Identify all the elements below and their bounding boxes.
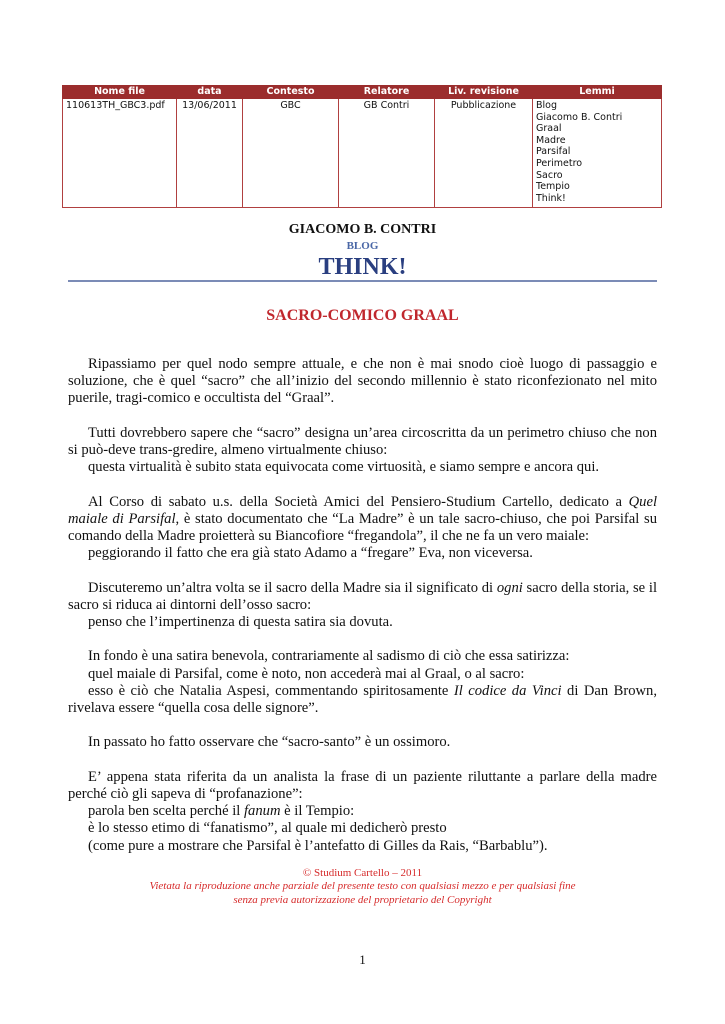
- paragraph-2: [68, 425, 657, 477]
- text-line: si può-deve trans-gredire, almeno virtualmente chiuso:: [68, 442, 388, 458]
- paragraph-6: [68, 734, 657, 751]
- lemma-item: Sacro: [536, 169, 563, 181]
- page-number: 1: [359, 952, 366, 967]
- text-line: comando della Madre proietterà su Biancofiore “fregandola”, il che ne fa un vero maiale:: [68, 528, 590, 544]
- text-line: penso che l’impertinenza di questa satira sia dovuta.: [88, 614, 393, 630]
- text-line: [68, 803, 657, 820]
- text-line: [68, 511, 657, 528]
- text-line: [68, 580, 657, 597]
- text-line: sacro si riduca ai dintorni dell’osso sacro:: [68, 596, 312, 613]
- text-line: quel maiale di Parsifal, come è noto, non accederà mai al Graal, o al sacro:: [88, 665, 525, 682]
- lemma-item: Parsifal: [536, 146, 571, 158]
- article-body: [68, 356, 657, 872]
- italic-title: maiale di Parsifal: [68, 510, 176, 527]
- text-segment: di Dan Brown,: [561, 682, 657, 699]
- text-line: [68, 494, 657, 511]
- header-lemmi: Lemmi: [533, 86, 662, 99]
- header-relatore: Relatore: [339, 86, 435, 99]
- cell-nome-file: 110613TH_GBC3.pdf: [63, 99, 177, 208]
- text-segment: parola ben scelta perché il: [88, 803, 244, 820]
- document-metadata-table: [62, 85, 662, 208]
- paragraph-5: [68, 648, 657, 717]
- table-header-row: [63, 86, 662, 99]
- header-divider: [68, 280, 657, 282]
- cell-data: 13/06/2011: [177, 99, 243, 208]
- text-line: In fondo è una satira benevola, contrariamente al sadismo di ciò che essa satirizza:: [88, 648, 570, 665]
- text-line: è lo stesso etimo di “fanatismo”, al quale mi dedicherò presto: [88, 820, 447, 837]
- text-segment: Discuteremo un’altra volta se il sacro della Madre sia il significato di: [88, 579, 497, 596]
- paragraph-1: [68, 356, 657, 408]
- lemma-item: Madre: [536, 134, 566, 146]
- header-data: data: [177, 86, 243, 99]
- copyright-line: © Studium Cartello – 2011: [302, 867, 423, 879]
- italic-title: Quel: [628, 493, 657, 510]
- text-line: puerile, tragi-comico e occultista del “Graal”.: [68, 390, 335, 407]
- text-segment: , è stato documentato che “La Madre” è un tale sacro-chiuso, che poi Parsifal su: [175, 510, 657, 527]
- copyright-notice-line-2: senza previa autorizzazione del proprietario del Copyright: [233, 893, 492, 906]
- text-line: questa virtualità è subito stata equivocata come virtuosità, e siamo sempre e ancora qui.: [88, 459, 600, 476]
- text-line: [68, 683, 657, 700]
- table-row: [63, 99, 662, 208]
- text-line: Tutti dovrebbero sapere che “sacro” designa un’area circoscritta da un perimetro chiuso che non: [88, 424, 657, 441]
- author-name: GIACOMO B. CONTRI: [288, 222, 437, 237]
- text-segment: esso è ciò che Natalia Aspesi, commentando spiritosamente: [88, 682, 454, 699]
- text-line: Ripassiamo per quel nodo sempre attuale, e che non è mai snodo cioè luogo di passaggio e: [88, 356, 657, 372]
- cell-revisione: Pubblicazione: [435, 99, 533, 208]
- text-line: perché ciò gli sapeva di “profanazione”:: [68, 785, 303, 802]
- lemma-item: Perimetro: [536, 157, 583, 169]
- text-segment: è il Tempio:: [280, 803, 355, 820]
- copyright-notice-line-1: Vietata la riproduzione anche parziale del presente testo con qualsiasi mezzo e per qualsiasi fine: [149, 880, 576, 893]
- think-heading: THINK!: [318, 254, 407, 280]
- text-line: peggiorando il fatto che era già stato Adamo a “fregare” Eva, non viceversa.: [88, 545, 533, 562]
- text-line: soluzione, che è quel “sacro” che all’inizio del secondo millennio è stato riconfezionato nel mito: [68, 373, 657, 390]
- blog-label: BLOG: [346, 240, 379, 252]
- text-segment: sacro della storia, se il: [522, 579, 658, 596]
- lemma-item: Blog: [536, 100, 557, 111]
- lemma-item: Graal: [536, 123, 562, 135]
- text-line: In passato ho fatto osservare che “sacro-santo” è un ossimoro.: [88, 734, 451, 751]
- paragraph-3: [68, 494, 657, 563]
- cell-relatore: GB Contri: [339, 99, 435, 208]
- lemma-item: Tempio: [536, 181, 570, 193]
- text-line: E’ appena stata riferita da un analista la frase di un paziente riluttante a parlare della madre: [88, 768, 657, 785]
- paragraph-7: [68, 769, 657, 855]
- page-footer: [0, 867, 725, 907]
- paragraph-4: [68, 580, 657, 632]
- article-title: SACRO-COMICO GRAAL: [266, 307, 459, 324]
- header-contesto: Contesto: [243, 86, 339, 99]
- lemma-item: Think!: [536, 192, 566, 204]
- text-segment: Al Corso di sabato u.s. della Società Amici del Pensiero-Studium Cartello, dedicato a: [88, 493, 629, 510]
- lemma-item: Giacomo B. Contri: [536, 111, 623, 123]
- cell-contesto: GBC: [243, 99, 339, 208]
- text-line: (come pure a mostrare che Parsifal è l’antefatto di Gilles da Rais, “Barbablu”).: [88, 837, 548, 854]
- header-liv-revisione: Liv. revisione: [435, 86, 533, 99]
- header-nome-file: Nome file: [63, 86, 177, 99]
- italic-word: ogni: [496, 579, 523, 596]
- cell-lemmi: [533, 99, 662, 208]
- italic-word: fanum: [244, 803, 281, 820]
- text-line: rivelava essere “quella cosa delle signore”.: [68, 700, 319, 716]
- italic-title: Il codice da Vinci: [453, 682, 562, 699]
